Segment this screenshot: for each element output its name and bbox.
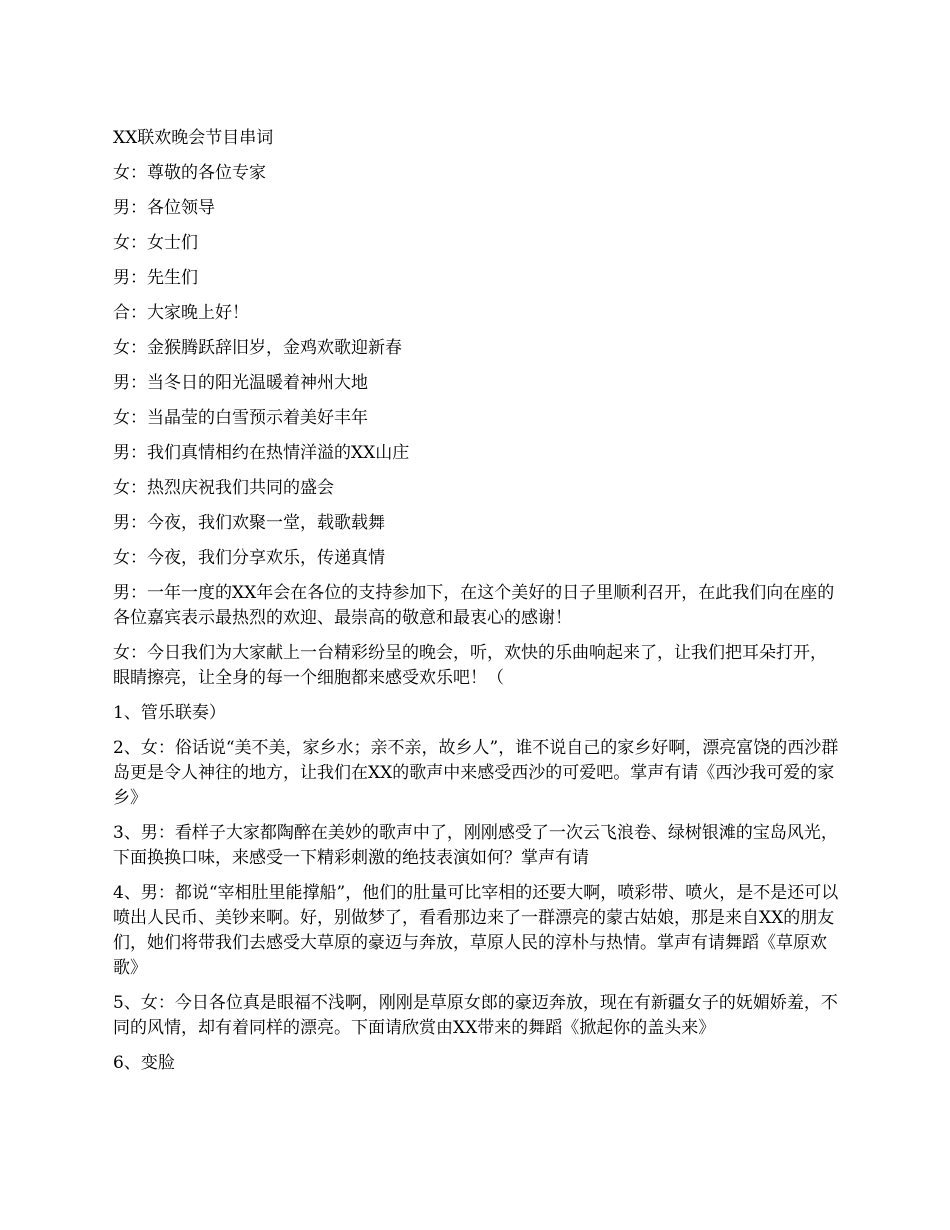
paragraph: 男：先生们 [113, 268, 198, 288]
paragraph: 女：热烈庆祝我们共同的盛会 [113, 478, 334, 498]
paragraph: 3、男：看样子大家都陶醉在美妙的歌声中了，刚刚感受了一次云飞浪卷、绿树银滩的宝岛风光，下面换换口味，来感受一下精彩刺激的绝技表演如何？掌声有请 [113, 823, 838, 868]
paragraph: 男：我们真情相约在热情洋溢的XX山庄 [113, 443, 410, 463]
paragraph: 男：各位领导 [113, 198, 215, 218]
paragraph: 女：金猴腾跃辞旧岁，金鸡欢歌迎新春 [113, 338, 402, 358]
document-body [113, 126, 843, 1086]
paragraph: 女：今夜，我们分享欢乐，传递真情 [113, 548, 385, 568]
paragraph: 女：当晶莹的白雪预示着美好丰年 [113, 408, 368, 428]
paragraph: 6、变脸 [113, 1053, 175, 1073]
paragraph: 1、管乐联奏） [113, 703, 226, 723]
paragraph: 合：大家晚上好！ [113, 303, 249, 323]
paragraph: 4、男：都说“宰相肚里能撑船”，他们的肚量可比宰相的还要大啊，喷彩带、喷火，是不是还可以喷出人民币、美钞来啊。好，别做梦了，看看那边来了一群漂亮的蒙古姑娘，那是来自XX的朋友们，她们将带我们去感受大草原的豪迈与奔放，草原人民的淳朴与热情。掌声有请舞蹈《草原欢歌》 [113, 883, 839, 978]
paragraph: 女：今日我们为大家献上一台精彩纷呈的晚会，听，欢快的乐曲响起来了，让我们把耳朵打开，眼睛擦亮，让全身的每一个细胞都来感受欢乐吧！（ [113, 643, 827, 688]
paragraph: 男：今夜，我们欢聚一堂，载歌载舞 [113, 513, 385, 533]
paragraph: 女：女士们 [113, 233, 198, 253]
paragraph: 男：一年一度的XX年会在各位的支持参加下，在这个美好的日子里顺利召开，在此我们向在座的各位嘉宾表示最热烈的欢迎、最崇高的敬意和最衷心的感谢！ [113, 583, 835, 628]
paragraph: 女：尊敬的各位专家 [113, 163, 266, 183]
paragraph: 5、女：今日各位真是眼福不浅啊，刚刚是草原女郎的豪迈奔放，现在有新疆女子的妩媚娇羞，不同的风情，却有着同样的漂亮。下面请欣赏由XX带来的舞蹈《掀起你的盖头来》 [113, 993, 838, 1038]
paragraph: 2、女：俗话说“美不美，家乡水；亲不亲，故乡人”，谁不说自己的家乡好啊，漂亮富饶的西沙群岛更是令人神往的地方，让我们在XX的歌声中来感受西沙的可爱吧。掌声有请《西沙我可爱的家乡》 [113, 738, 839, 808]
document-title: XX联欢晚会节目串词 [113, 128, 274, 148]
paragraph: 男：当冬日的阳光温暖着神州大地 [113, 373, 368, 393]
